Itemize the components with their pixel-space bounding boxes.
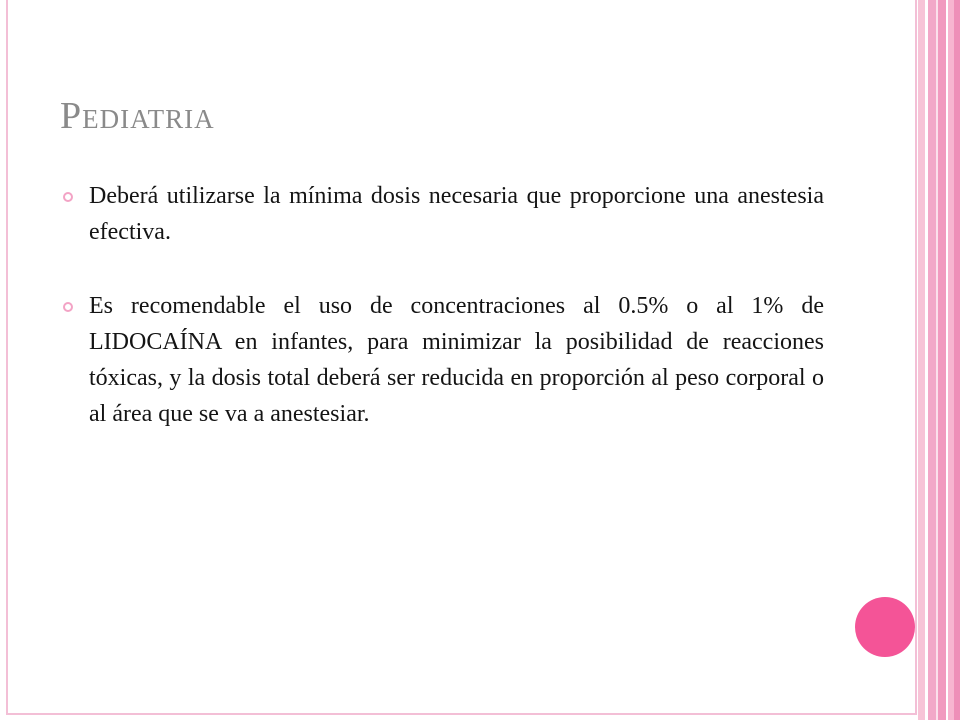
bullet-text: Es recomendable el uso de concentraciones al 0.5% o al 1% de LIDOCAÍNA en infantes, para minimizar la posibilidad de reacciones tóxicas, y la dosis total deberá ser reducida en proporción al peso corporal o al área que se va a anestesiar.	[89, 293, 824, 427]
stripe	[954, 0, 960, 720]
bullet-item	[60, 178, 824, 250]
stripe	[938, 0, 946, 720]
stripe	[918, 0, 925, 720]
slide-title: Pediatria	[60, 95, 215, 137]
bullet-circle-icon	[63, 192, 73, 202]
decorative-stripes	[918, 0, 960, 720]
bullet-item	[60, 288, 824, 432]
decorative-circle	[855, 597, 915, 657]
bullet-circle-icon	[63, 302, 73, 312]
stripe	[928, 0, 936, 720]
bullet-list	[60, 178, 824, 432]
bullet-text: Deberá utilizarse la mínima dosis necesaria que proporcione una anestesia efectiva.	[89, 183, 824, 245]
